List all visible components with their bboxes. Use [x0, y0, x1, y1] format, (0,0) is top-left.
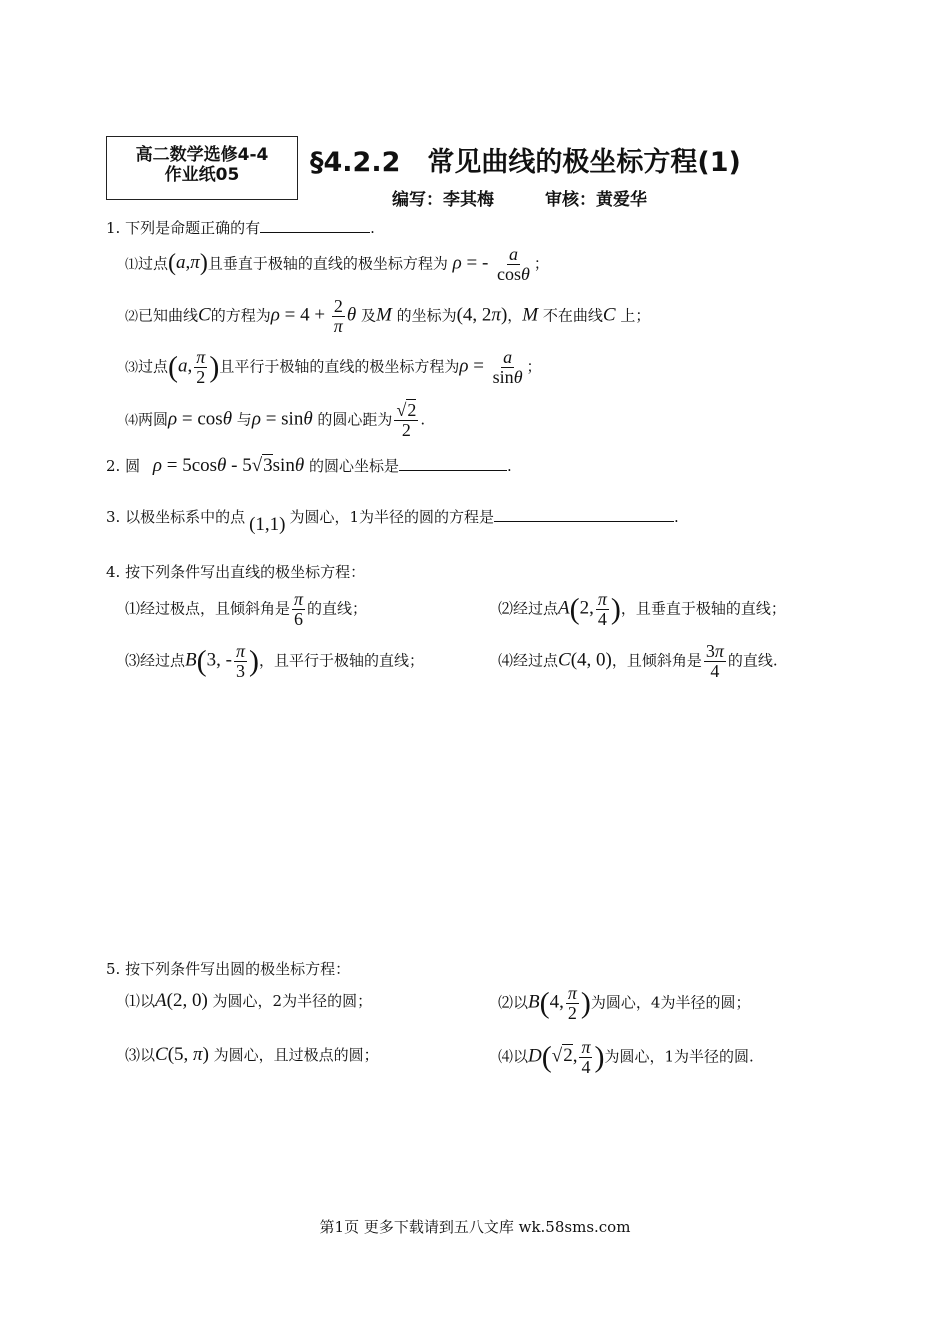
course-label-line2: 作业纸05	[164, 165, 240, 185]
item-label: ⑵	[125, 309, 139, 325]
math-fraction: $\frac{a}{\cos\theta}$	[497, 244, 530, 284]
question-2: 2. 圆 ρ = 5cosθ - 5√3sinθ 的圆心坐标是 .	[106, 455, 512, 476]
course-label-line1: 高二数学选修4-4	[135, 145, 269, 165]
item-text: ⑶以	[125, 1046, 156, 1064]
item-text: ⑴经过极点，且倾斜角是	[125, 599, 291, 618]
math-fraction: $\frac{3\pi}{4}$	[705, 641, 724, 681]
answer-blank	[399, 456, 507, 471]
q4-item-4: ⑷经过点C(4, 0)，且倾斜角是 $\frac{3\pi}{4}$ 的直线.	[498, 641, 778, 681]
statement-text: 且垂直于极轴的直线的极坐标方程为	[207, 254, 448, 273]
q5-item-4: ⑷以D(√2, $\frac{\pi}{4}$ )为圆心，1为半径的圆.	[498, 1037, 754, 1077]
q4-item-3: ⑶经过点B(3, - $\frac{\pi}{3}$ )，且平行于极轴的直线；	[125, 641, 424, 681]
item-text: ⑷经过点	[498, 651, 559, 670]
statement-text: 两圆	[138, 410, 169, 429]
question-3-text: 3. 以极坐标系中的点	[106, 508, 246, 526]
item-text: ⑴以	[125, 992, 156, 1010]
math-expr: ρ	[452, 252, 462, 274]
statement-text: 不在曲线	[542, 306, 603, 325]
q4-item-1	[125, 590, 367, 629]
q5-item-1: ⑴以A(2, 0) 为圆心，2为半径的圆；	[125, 990, 373, 1011]
authors-line: 编写：李其梅 审核：黄爱华	[392, 190, 647, 210]
math-fraction: $\frac{\pi}{4}$	[581, 1037, 591, 1077]
q1-statement-2: ⑵已知曲线C的方程为ρ = 4 + $\frac{2}{\pi}$ θ 及M 的坐标为(4, 2π)，M 不在曲线C 上；	[125, 296, 651, 336]
course-label-box	[106, 136, 298, 200]
item-text: 的直线.	[727, 651, 778, 670]
math-fraction: $\frac{√2}{2}$	[396, 400, 417, 440]
answer-blank	[260, 218, 370, 233]
statement-text: 且平行于极轴的直线的极坐标方程为	[219, 357, 460, 376]
item-text: ⑷以	[498, 1047, 529, 1066]
item-text: 为圆心，且过极点的圆；	[213, 1046, 379, 1064]
q1-statement-4: ⑷两圆ρ = cosθ 与ρ = sinθ 的圆心距为 $\frac{√2}{2}$ .	[125, 400, 426, 440]
page-footer: 第1页 更多下载请到五八文库 wk.58sms.com	[319, 1218, 631, 1236]
question-5: 5. 按下列条件写出圆的极坐标方程：	[106, 960, 351, 978]
statement-text: 的方程为	[210, 306, 271, 325]
item-text: ⑵经过点	[498, 599, 559, 618]
statement-text: 的圆心距为	[317, 410, 393, 429]
q5-item-2: ⑵以B(4, $\frac{\pi}{2}$ )为圆心，4为半径的圆；	[498, 983, 751, 1023]
statement-text: 及	[360, 306, 376, 325]
question-4: 4. 按下列条件写出直线的极坐标方程：	[106, 563, 366, 581]
item-text: ，且垂直于极轴的直线；	[620, 599, 786, 618]
item-text: 为圆心，4为半径的圆；	[590, 993, 751, 1012]
question-1-text: 1. 下列是命题正确的有	[106, 219, 261, 237]
item-text: 为圆心，2为半径的圆；	[212, 992, 373, 1010]
question-3-text: 为圆心，1为半径的圆的方程是	[289, 508, 495, 526]
math-fraction: $\frac{2}{\pi}$	[333, 296, 343, 336]
statement-text: 的坐标为	[396, 306, 457, 325]
item-label: ⑷	[125, 413, 139, 429]
question-2-text: 2. 圆	[106, 457, 141, 475]
question-1: 1. 下列是命题正确的有 .	[106, 219, 375, 237]
statement-text: 已知曲线	[138, 306, 199, 325]
math-fraction: $\frac{\pi}{6}$	[294, 589, 304, 629]
question-3: 3. 以极坐标系中的点 (1,1) 为圆心，1为半径的圆的方程是 .	[106, 508, 679, 535]
item-text: ，且倾斜角是	[611, 651, 702, 670]
q1-statement-1: ⑴过点(a,π)且垂直于极轴的直线的极坐标方程为 ρ = - $\frac{a}{\cos\theta}$ ；	[125, 244, 549, 284]
math-fraction: $\frac{\pi}{3}$	[235, 641, 245, 681]
question-2-text: 的圆心坐标是	[308, 457, 399, 475]
statement-text: 与	[236, 410, 252, 429]
item-text: 为圆心，1为半径的圆.	[604, 1047, 754, 1066]
item-label: ⑶	[125, 360, 139, 376]
page-title: §4.2.2 常见曲线的极坐标方程(1)	[310, 147, 741, 178]
math-fraction: $\frac{a}{\sin\theta}$	[492, 347, 523, 387]
math-fraction: $\frac{\pi}{2}$	[196, 347, 206, 387]
item-text: ⑶经过点	[125, 651, 186, 670]
statement-text: 上；	[620, 306, 651, 325]
q4-item-2: ⑵经过点A(2, $\frac{\pi}{4}$ )，且垂直于极轴的直线；	[498, 589, 786, 629]
math-point: (a,π)	[168, 250, 208, 277]
item-text: ，且平行于极轴的直线；	[258, 651, 424, 670]
q1-statement-3: ⑶过点(a, $\frac{\pi}{2}$ )且平行于极轴的直线的极坐标方程为ρ = $\frac{a}{\sin\theta}$ ；	[125, 347, 542, 387]
q5-item-3: ⑶以C(5, π) 为圆心，且过极点的圆；	[125, 1044, 379, 1065]
statement-text: 过点	[138, 254, 169, 273]
math-fraction: $\frac{\pi}{4}$	[597, 589, 607, 629]
item-label: ⑴	[125, 257, 139, 273]
math-fraction: $\frac{\pi}{2}$	[567, 983, 577, 1023]
statement-text: 过点	[138, 357, 169, 376]
item-text: 的直线；	[307, 599, 368, 618]
answer-blank	[494, 507, 674, 522]
item-text: ⑵以	[498, 993, 529, 1012]
